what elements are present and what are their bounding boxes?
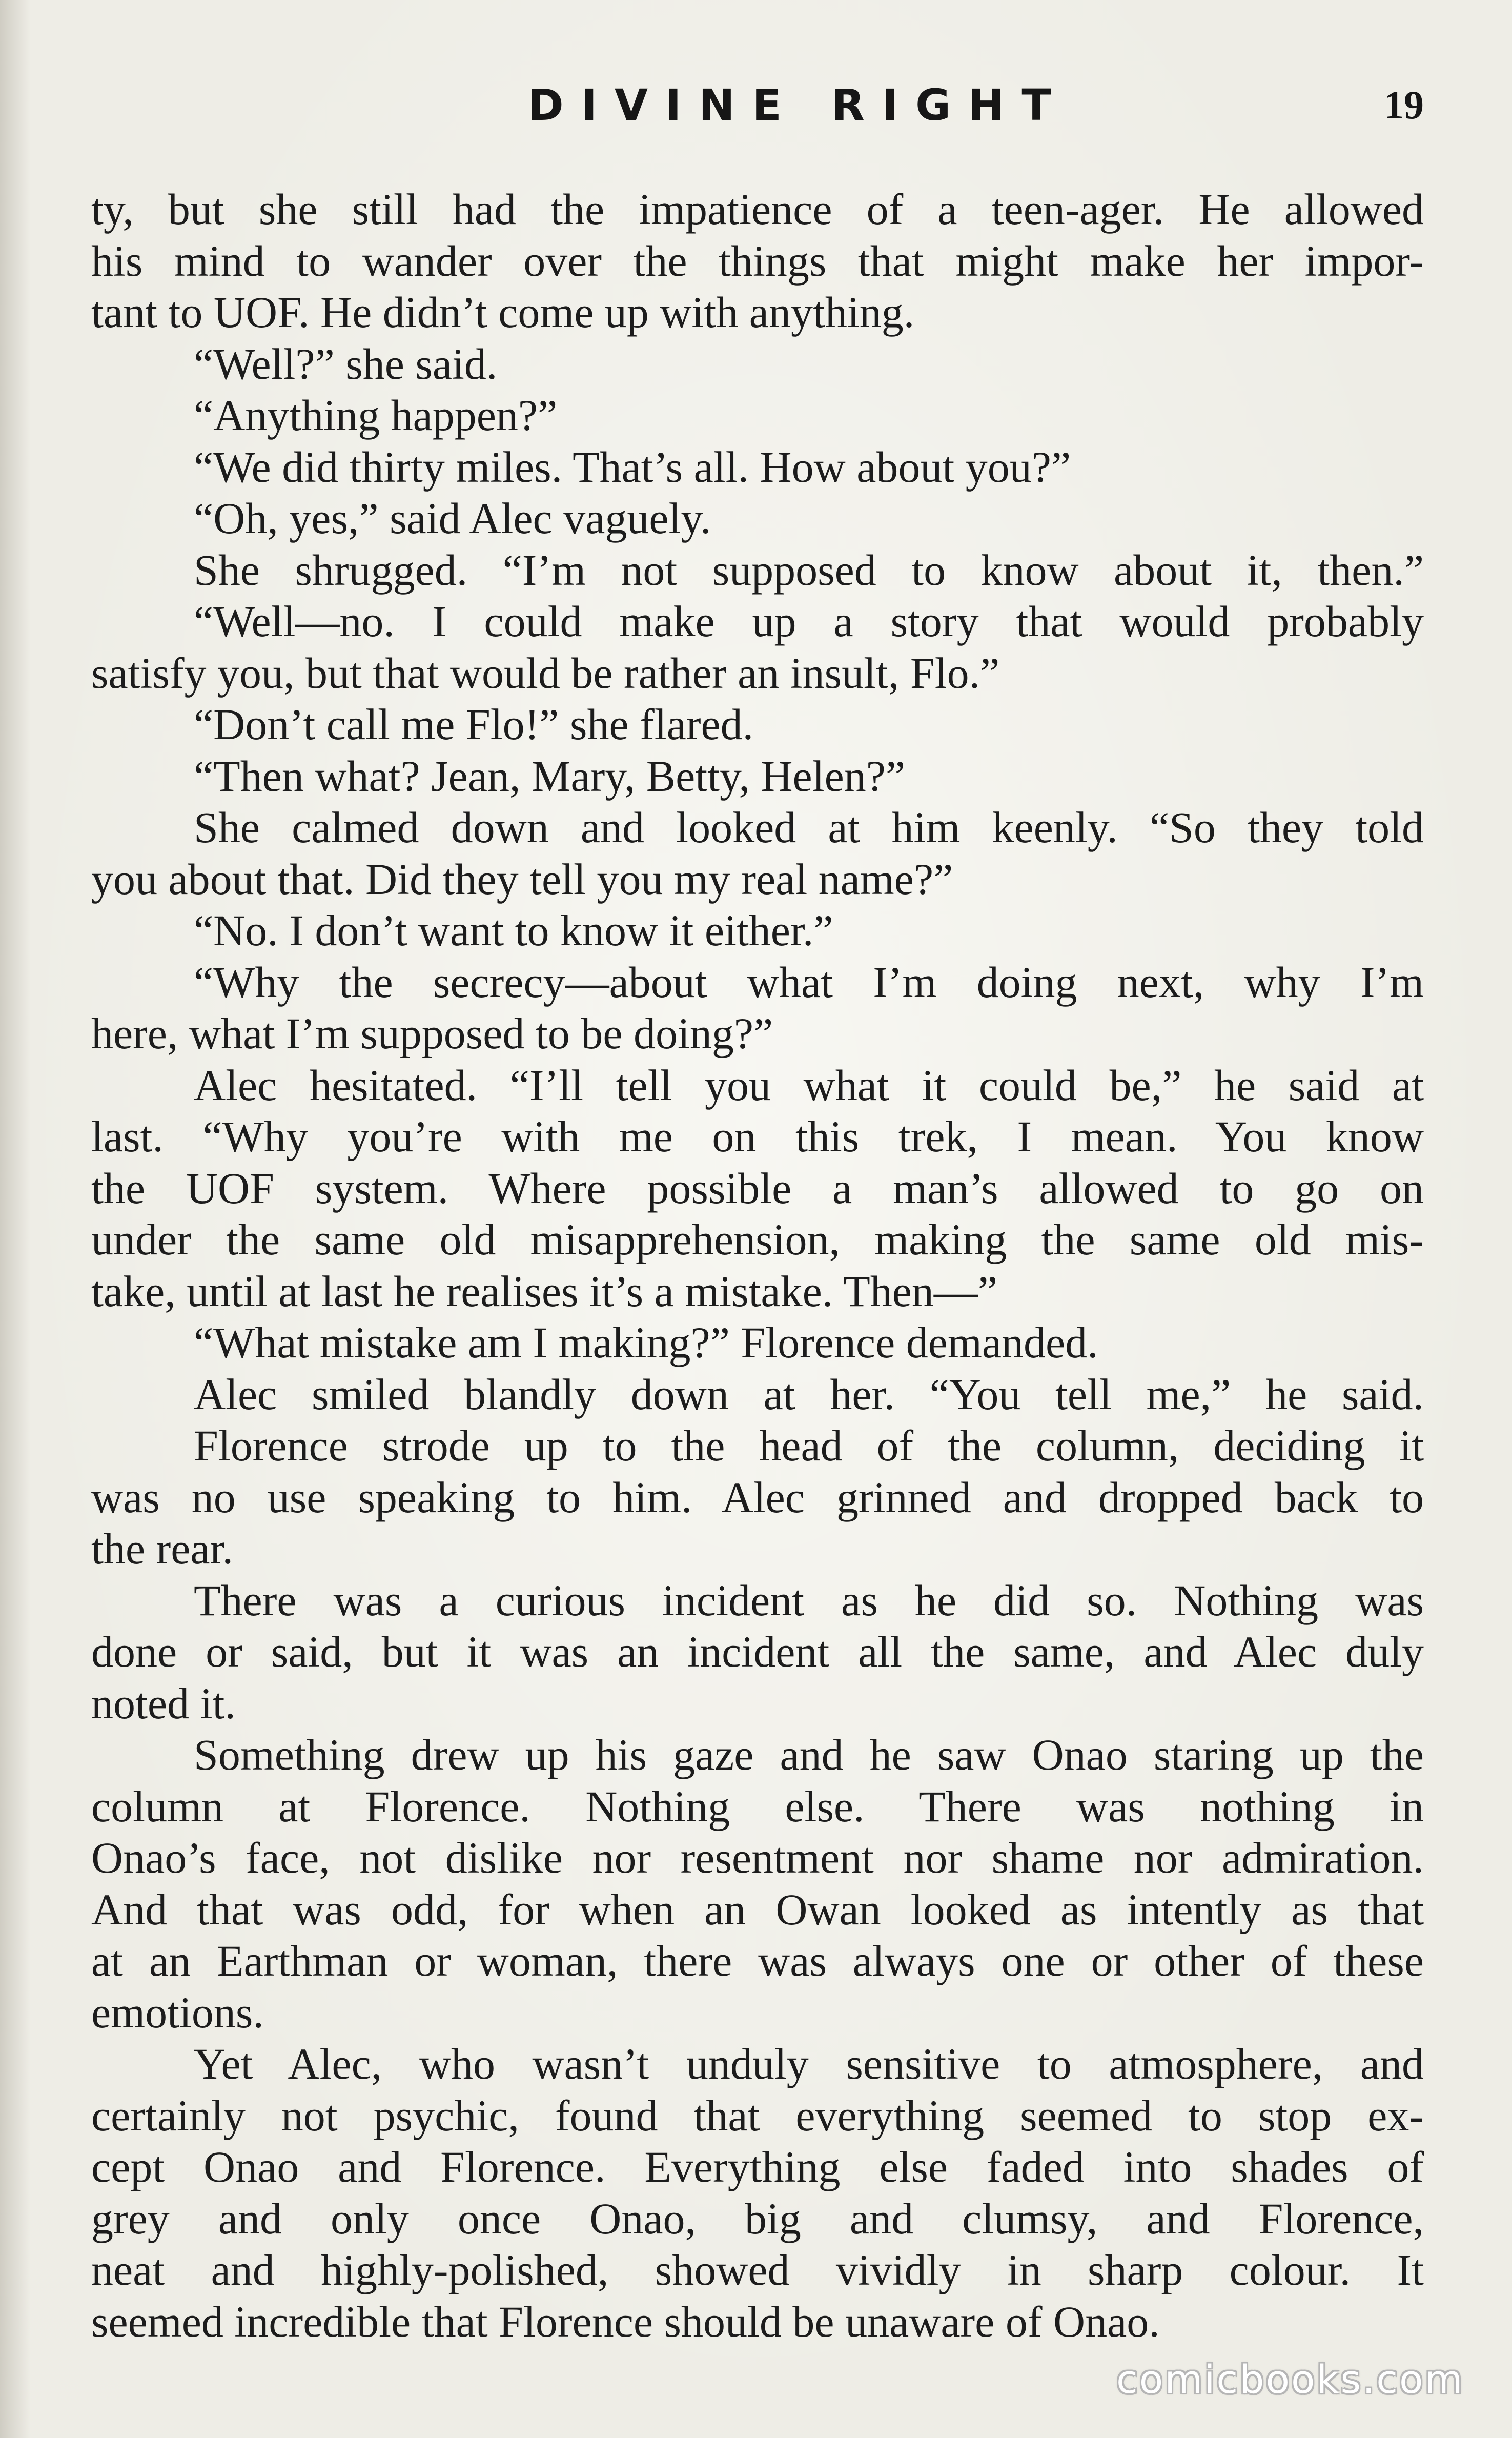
text-line: you about that. Did they tell you my real name?” xyxy=(91,854,953,904)
text-line: the rear. xyxy=(91,1524,233,1573)
text-line: “Don’t call me Flo!” she flared. xyxy=(194,700,754,749)
text-line: Alec smiled blandly down at her. “You tell me,” he said. xyxy=(194,1369,1424,1419)
text-line: tant to UOF. He didn’t come up with anything. xyxy=(91,288,915,337)
text-line: certainly not psychic, found that everything seemed to stop ex- xyxy=(91,2090,1424,2140)
text-line: “Well—no. I could make up a story that would probably xyxy=(194,597,1424,646)
text-line: seemed incredible that Florence should be unaware of Onao. xyxy=(91,2297,1160,2346)
text-line: satisfy you, but that would be rather an insult, Flo.” xyxy=(91,648,1000,698)
text-line: There was a curious incident as he did so. Nothing was xyxy=(194,1575,1424,1625)
text-line: ty, but she still had the impatience of a teen-ager. He allowed xyxy=(91,185,1424,234)
text-line: Onao’s face, not dislike nor resentment nor shame nor admiration. xyxy=(91,1833,1424,1882)
text-line: “Well?” she said. xyxy=(194,339,498,389)
watermark: comicbooks.com xyxy=(1116,2356,1464,2402)
text-line: “No. I don’t want to know it either.” xyxy=(194,906,833,955)
text-line: She shrugged. “I’m not supposed to know about it, then.” xyxy=(194,545,1424,595)
text-line: done or said, but it was an incident all the same, and Alec duly xyxy=(91,1627,1424,1676)
text-line: at an Earthman or woman, there was always one or other of these xyxy=(91,1936,1424,1985)
page-spine-shadow xyxy=(0,0,31,2438)
text-line: She calmed down and looked at him keenly. “So they told xyxy=(194,803,1424,852)
text-line: “Why the secrecy—about what I’m doing next, why I’m xyxy=(194,957,1424,1007)
running-title: DIVINE RIGHT xyxy=(528,80,1069,130)
text-line: last. “Why you’re with me on this trek, I mean. You know xyxy=(91,1112,1424,1161)
text-line: column at Florence. Nothing else. There was nothing in xyxy=(91,1781,1424,1831)
text-line: “Then what? Jean, Mary, Betty, Helen?” xyxy=(194,751,906,801)
text-line: grey and only once Onao, big and clumsy, and Florence, xyxy=(91,2193,1424,2243)
text-line: “Anything happen?” xyxy=(194,391,558,440)
text-line: take, until at last he realises it’s a mistake. Then—” xyxy=(91,1266,998,1316)
text-line: cept Onao and Florence. Everything else faded into shades of xyxy=(91,2142,1424,2191)
text-line: “What mistake am I making?” Florence demanded. xyxy=(194,1318,1098,1367)
text-line: noted it. xyxy=(91,1678,236,1728)
text-line: was no use speaking to him. Alec grinned and dropped back to xyxy=(91,1472,1424,1522)
text-line: the UOF system. Where possible a man’s allowed to go on xyxy=(91,1163,1424,1213)
page-number: 19 xyxy=(1384,83,1424,127)
text-line: here, what I’m supposed to be doing?” xyxy=(91,1009,773,1058)
text-line: neat and highly-polished, showed vividly in sharp colour. It xyxy=(91,2245,1424,2294)
running-head xyxy=(0,77,1512,133)
text-line: Florence strode up to the head of the column, deciding it xyxy=(194,1421,1424,1470)
text-line: Alec hesitated. “I’ll tell you what it could be,” he said at xyxy=(194,1060,1424,1110)
body-text xyxy=(91,184,1424,2347)
text-line: Yet Alec, who wasn’t unduly sensitive to atmosphere, and xyxy=(194,2039,1424,2088)
text-line: “Oh, yes,” said Alec vaguely. xyxy=(194,494,711,543)
text-line: And that was odd, for when an Owan looked as intently as that xyxy=(91,1884,1424,1934)
text-line: “We did thirty miles. That’s all. How about you?” xyxy=(194,442,1071,492)
text-line: his mind to wander over the things that might make her impor- xyxy=(91,236,1424,286)
text-line: emotions. xyxy=(91,1987,264,2037)
text-line: under the same old misapprehension, making the same old mis- xyxy=(91,1215,1424,1264)
text-line: Something drew up his gaze and he saw Onao staring up the xyxy=(194,1730,1424,1779)
